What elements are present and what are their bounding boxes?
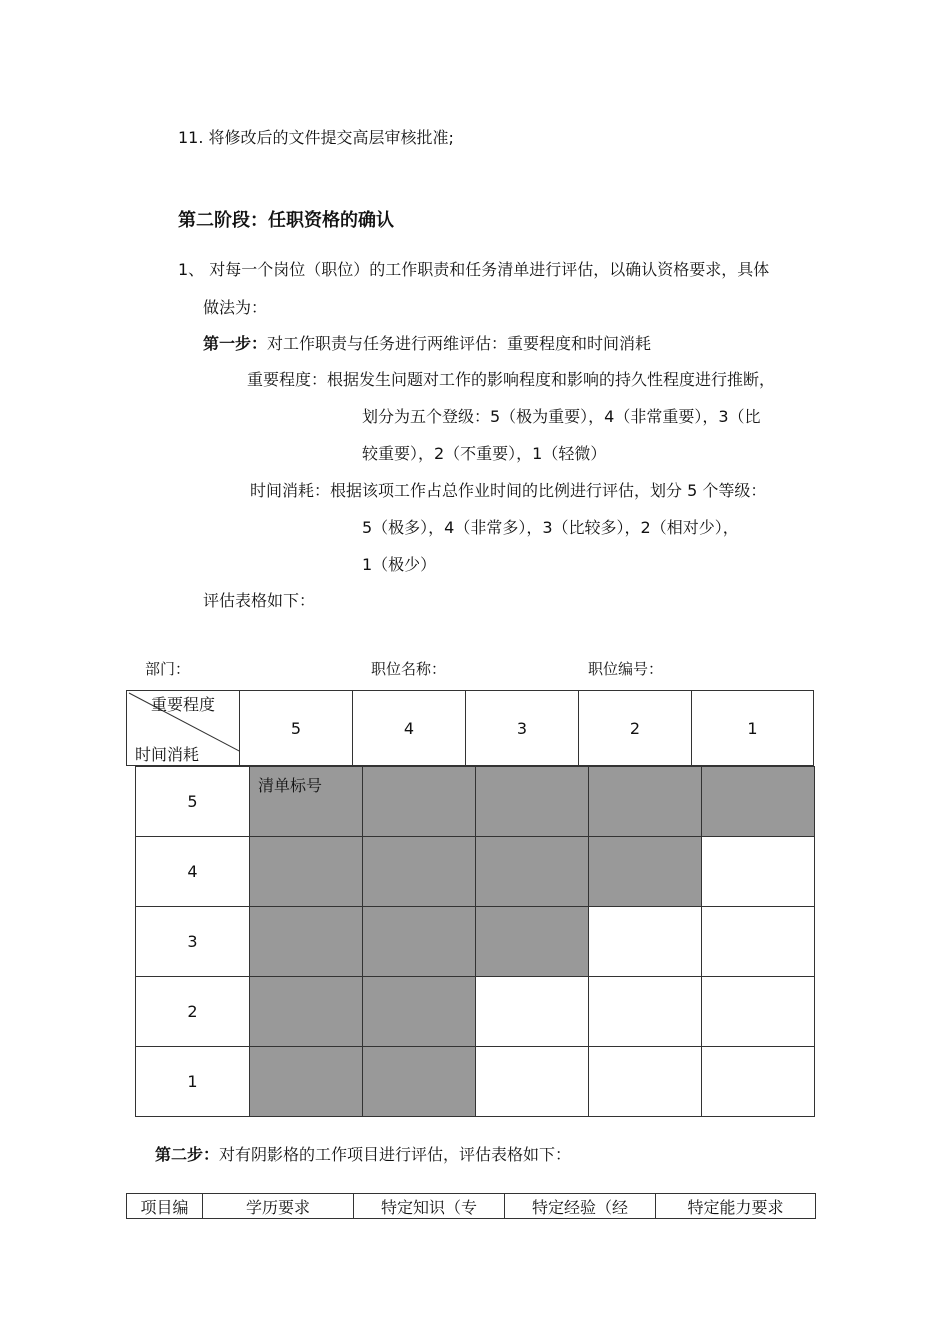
shaded-cell (589, 837, 702, 907)
matrix-cell (476, 977, 589, 1047)
shaded-cell (250, 977, 363, 1047)
shaded-cell (476, 907, 589, 977)
col-knowledge: 特定知识（专 (354, 1194, 505, 1218)
paragraph-1-line-2: 做法为： (203, 298, 268, 317)
importance-line-2: 划分为五个登级：5（极为重要），4（非常重要），3（比 (362, 407, 761, 426)
shaded-cell (250, 1047, 363, 1117)
list-item-11: 11. 将修改后的文件提交高层审核批准; (178, 128, 454, 147)
matrix-cell (589, 1047, 702, 1117)
section-heading: 第二阶段：任职资格的确认 (178, 210, 394, 231)
shaded-cell (702, 767, 815, 837)
corner-top-label: 重要程度 (151, 695, 216, 714)
position-no-label: 职位编号： (588, 660, 664, 678)
dept-label: 部门： (145, 660, 191, 678)
step1-label: 第一步： (203, 334, 268, 353)
step2-label: 第二步： (155, 1145, 220, 1164)
shaded-cell (363, 767, 476, 837)
col-experience: 特定经验（经 (505, 1194, 656, 1218)
matrix-cell (702, 837, 815, 907)
col-education: 学历要求 (203, 1194, 354, 1218)
matrix-cell (589, 907, 702, 977)
col-header-3: 3 (465, 690, 579, 766)
step2-line (155, 1147, 571, 1163)
checklist-label: 清单标号 (258, 776, 323, 795)
col-header-5: 5 (239, 690, 353, 766)
shaded-cell (250, 907, 363, 977)
matrix-cell (702, 1047, 815, 1117)
shaded-cell (250, 767, 363, 837)
col-ability: 特定能力要求 (687, 1197, 784, 1217)
time-line-1: 时间消耗：根据该项工作占总作业时间的比例进行评估，划分 5 个等级： (250, 481, 767, 500)
shaded-cell (250, 837, 363, 907)
importance-line-3: 较重要），2（不重要），1（轻微） (362, 444, 607, 463)
step1-text: 对工作职责与任务进行两维评估：重要程度和时间消耗 (267, 334, 652, 353)
matrix-header-row (126, 690, 814, 766)
step2-text: 对有阴影格的工作项目进行评估，评估表格如下： (219, 1145, 572, 1164)
evaluation-matrix (135, 766, 815, 1117)
row-header-4: 4 (136, 837, 250, 907)
importance-line-1: 重要程度：根据发生问题对工作的影响程度和影响的持久性程度进行推断， (247, 370, 776, 389)
shaded-cell (476, 767, 589, 837)
shaded-cell (363, 837, 476, 907)
row-header-2: 2 (136, 977, 250, 1047)
shaded-cell (476, 837, 589, 907)
shaded-cell (363, 1047, 476, 1117)
matrix-cell (589, 977, 702, 1047)
col-header-4: 4 (352, 690, 466, 766)
table-intro: 评估表格如下： (203, 591, 316, 610)
matrix-cell (702, 977, 815, 1047)
col-header-1: 1 (691, 690, 814, 766)
paragraph-1-line-1: 1、 对每一个岗位（职位）的工作职责和任务清单进行评估，以确认资格要求，具体 (178, 260, 770, 279)
time-line-2: 5（极多），4（非常多），3（比较多），2（相对少）， (362, 518, 739, 537)
col-item-no: 项目编 (127, 1194, 203, 1218)
shaded-cell (589, 767, 702, 837)
matrix-cell (702, 907, 815, 977)
shaded-cell (363, 907, 476, 977)
col-header-2: 2 (578, 690, 692, 766)
matrix-cell (476, 1047, 589, 1117)
row-header-1: 1 (136, 1047, 250, 1117)
row-header-3: 3 (136, 907, 250, 977)
position-name-label: 职位名称： (371, 660, 447, 678)
requirements-table-header (126, 1193, 816, 1219)
step1-line (203, 336, 651, 352)
time-line-3: 1（极少） (362, 555, 437, 574)
corner-bottom-label: 时间消耗 (135, 745, 200, 764)
row-header-5: 5 (136, 767, 250, 837)
shaded-cell (363, 977, 476, 1047)
matrix-corner-cell (126, 690, 240, 766)
